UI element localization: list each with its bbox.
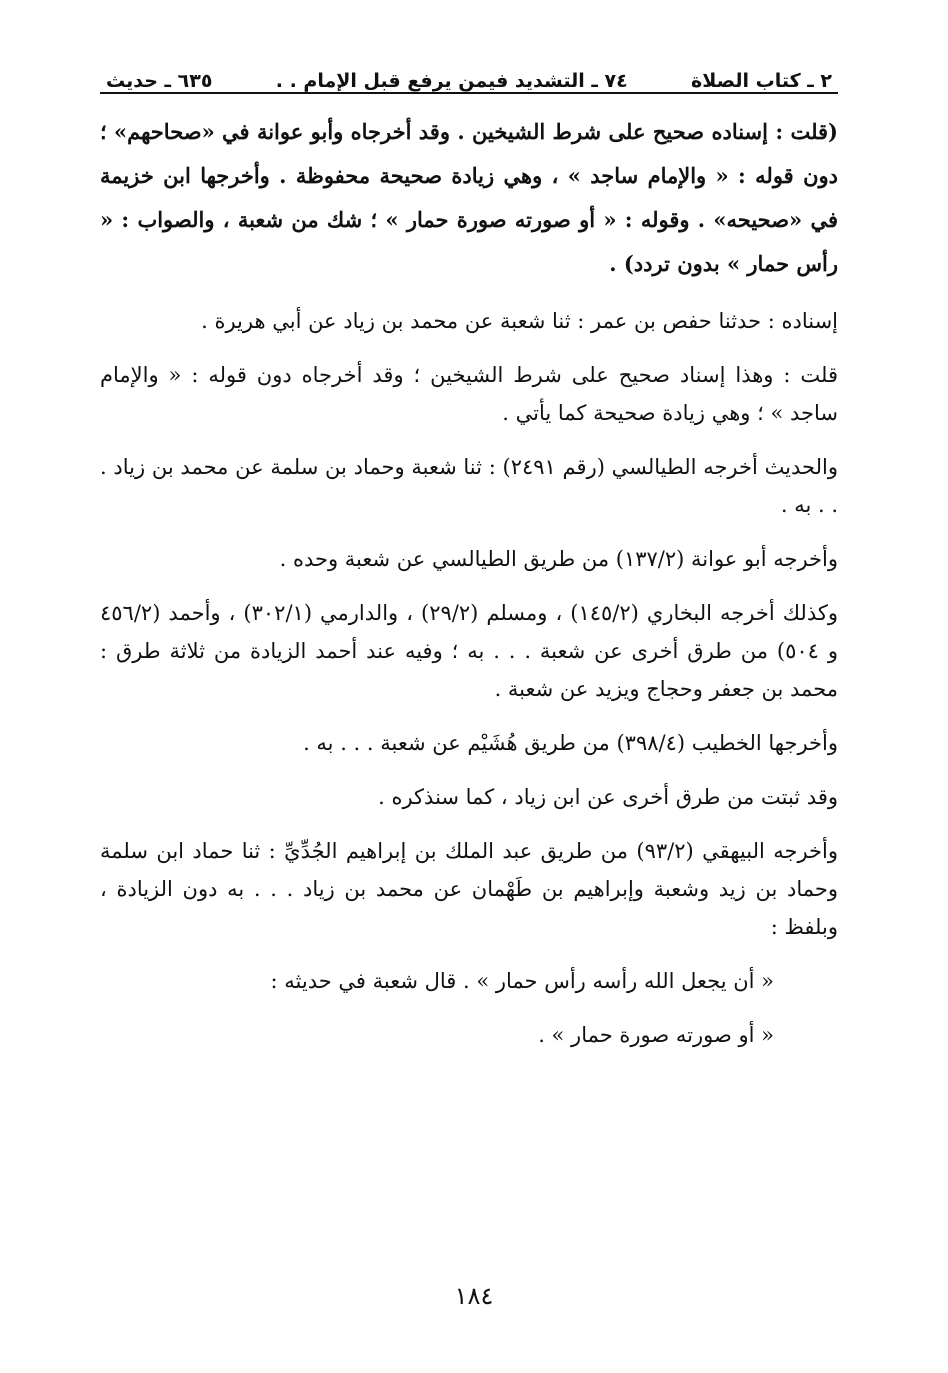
paragraph: وأخرجه البيهقي (٩٣/٢) من طريق عبد الملك بن إبراهيم الجُدِّيِّ : ثنا حماد ابن سلمة وحماد بن زيد وشعبة وإبراهيم بن طَهْمان عن محمد بن زياد . . . به دون الزيادة ، وبلفظ : (100, 839, 839, 939)
paragraph: إسناده : حدثنا حفص بن عمر : ثنا شعبة عن محمد بن زياد عن أبي هريرة . (201, 309, 838, 333)
paragraph: وكذلك أخرجه البخاري (١٤٥/٢) ، ومسلم (٢٩/٢) ، والدارمي (٣٠٢/١) ، وأحمد (٤٥٦/٢ و ٥٠٤) من طرق أخرى عن شعبة . . . به ؛ وفيه عند أحمد الزيادة من ثلاثة طرق : محمد بن جعفر وحجاج ويزيد عن شعبة . (100, 601, 838, 701)
header-hadith-number: ٦٣٥ ـ حديث (106, 70, 213, 92)
paragraph: والحديث أخرجه الطيالسي (رقم ٢٤٩١) : ثنا شعبة وحماد بن سلمة عن محمد بن زياد . . . به . (100, 455, 838, 517)
paragraph: وقد ثبتت من طرق أخرى عن ابن زياد ، كما سنذكره . (378, 785, 838, 809)
book-page (100, 58, 838, 1070)
paragraph: وأخرجها الخطيب (٣٩٨/٤) من طريق هُشَيْم عن شعبة . . . به . (303, 731, 838, 755)
paragraph: وأخرجه أبو عوانة (١٣٧/٢) من طريق الطيالسي عن شعبة وحده . (279, 547, 838, 571)
quoted-line: « أن يجعل الله رأسه رأس حمار » . قال شعبة في حديثه : (270, 969, 774, 993)
running-header (100, 58, 838, 94)
paragraph: (قلت : إسناده صحيح على شرط الشيخين . وقد أخرجاه وأبو عوانة في «صحاحهم» ؛ دون قوله : « والإمام ساجد » ، وهي زيادة صحيحة محفوظة . وأخرجها ابن خزيمة في «صحيحه» . وقوله : « أو صورته صورة حمار » ؛ شك من شعبة ، والصواب : « رأس حمار » بدون تردد) . (100, 119, 838, 276)
page-body (100, 110, 838, 1054)
paragraph: قلت : وهذا إسناد صحيح على شرط الشيخين ؛ وقد أخرجاه دون قوله : « والإمام ساجد » ؛ وهي زيادة صحيحة كما يأتي . (100, 363, 838, 425)
header-book-chapter: ٢ ـ كتاب الصلاة (691, 70, 832, 92)
header-section-title: ٧٤ ـ التشديد فيمن يرفع قبل الإمام . . (275, 70, 628, 92)
page-number: ١٨٤ (454, 1282, 494, 1310)
quoted-line: « أو صورته صورة حمار » . (538, 1023, 774, 1047)
